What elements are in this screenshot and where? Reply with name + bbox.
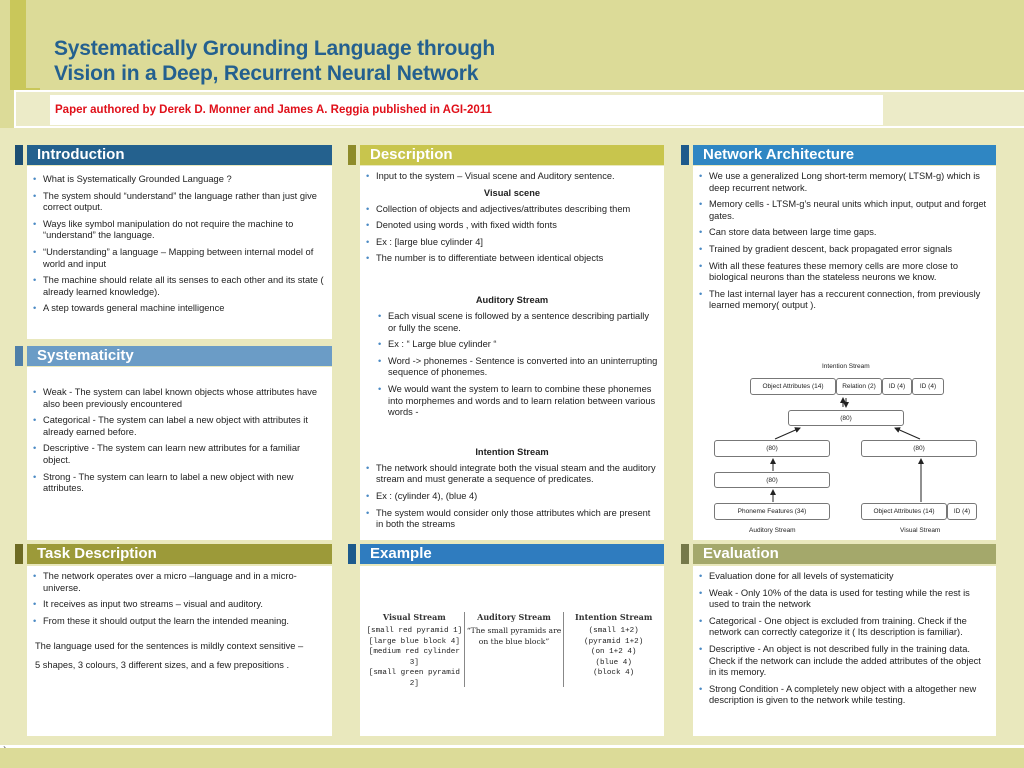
example-line: [small green pyramid 2] — [368, 669, 460, 688]
list-item: • Each visual scene is followed by a sentence describing partially or fully the scene. — [388, 311, 658, 334]
example-line: (pyramid 1+2) — [584, 637, 644, 646]
list-item: • Input to the system – Visual scene and Auditory sentence. — [376, 171, 658, 183]
title-line-2: Vision in a Deep, Recurrent Neural Network — [54, 62, 479, 85]
footer-mark: ` — [3, 746, 7, 757]
introduction-panel — [27, 166, 332, 339]
list-item: • “Understanding” a language – Mapping between internal model of world and input — [43, 247, 326, 270]
node-visual-id: ID (4) — [947, 503, 977, 520]
example-intention-header: Intention Stream — [575, 612, 653, 622]
task-paragraph-1: The language used for the sentences is mildly context sensitive – — [35, 641, 304, 652]
authors: Paper authored by Derek D. Monner and James A. Reggia published in AGI-2011 — [55, 104, 492, 116]
list-item: • The system would consider only those attributes which are present in both the streams — [376, 508, 658, 531]
auditory-stream-label: Auditory Stream — [749, 527, 796, 534]
example-intention-column — [563, 612, 663, 687]
task-list — [27, 571, 332, 627]
list-item: • Descriptive - The system can learn new attributes for a familiar object. — [43, 443, 326, 466]
evaluation-heading: Evaluation — [693, 544, 996, 564]
list-item: • Ex : [large blue cylinder 4] — [376, 237, 658, 249]
example-auditory-lines — [465, 626, 564, 647]
network-architecture-heading: Network Architecture — [693, 145, 996, 165]
node-auditory-hidden-2: (80) — [714, 440, 830, 457]
example-auditory-column — [464, 612, 564, 687]
node-relation: Relation (2) — [836, 378, 882, 395]
description-accent — [348, 145, 356, 165]
evaluation-list — [693, 571, 996, 707]
list-item: • We would want the system to learn to combine these phonemes into morphemes and words and to learn relation between various words - — [388, 384, 658, 419]
network-diagram — [695, 355, 995, 540]
auditory-stream-subtitle: Auditory Stream — [475, 294, 549, 305]
intro-accent — [15, 145, 23, 165]
example-line: (small 1+2) — [588, 627, 639, 635]
list-item: • Word -> phonemes - Sentence is converted into an uninterrupting sequence of phonemes. — [388, 356, 658, 379]
list-item: • Strong - The system can learn to label a new object with new attributes. — [43, 472, 326, 495]
example-visual-lines — [365, 626, 464, 689]
example-line: on the blue block” — [478, 636, 550, 646]
example-line: [small red pyramid 1] — [366, 627, 463, 635]
example-line: (blue 4) — [595, 658, 632, 667]
example-line: [large blue block 4] — [368, 637, 460, 646]
visual-scene-subtitle: Visual scene — [483, 187, 541, 198]
example-visual-column — [365, 612, 464, 687]
list-item: • Ways like symbol manipulation do not require the machine to “understand” the language. — [43, 219, 326, 242]
visual-scene-list — [360, 204, 664, 265]
list-item: • The machine should relate all its senses to each other and its state ( already learned knowledge). — [43, 275, 326, 298]
intention-stream-label: Intention Stream — [822, 363, 870, 370]
list-item: • Descriptive - An object is not described fully in the training data. Check if the network can include the added attributes of the object in its memory. — [709, 644, 990, 679]
systematicity-panel — [27, 367, 332, 540]
visual-stream-label: Visual Stream — [900, 527, 941, 534]
list-item: • From these it should output the learn the intended meaning. — [43, 616, 326, 628]
list-item: • Strong Condition - A completely new object with a altogether new description is given to the network while testing. — [709, 684, 990, 707]
list-item: • Weak - The system can label known objects whose attributes have also been previously encountered — [43, 387, 326, 410]
introduction-heading: Introduction — [27, 145, 332, 165]
arrow-aud-merge — [775, 428, 800, 439]
description-heading: Description — [360, 145, 664, 165]
example-visual-header: Visual Stream — [382, 612, 446, 622]
example-accent — [348, 544, 356, 564]
author-box — [50, 95, 883, 125]
example-heading: Example — [360, 544, 664, 564]
introduction-list — [27, 174, 332, 315]
example-line: [medium red cylinder 3] — [368, 648, 460, 667]
list-item: • It receives as input two streams – visual and auditory. — [43, 599, 326, 611]
node-visual-hidden: (80) — [861, 440, 977, 457]
node-id: ID (4) — [882, 378, 912, 395]
list-item: • Ex : “ Large blue cylinder “ — [388, 339, 658, 351]
auditory-stream-list — [360, 311, 664, 419]
example-line: “The small pyramids are — [466, 626, 562, 635]
list-item: • Can store data between large time gaps. — [709, 227, 990, 239]
example-table — [365, 612, 663, 687]
evaluation-accent — [681, 544, 689, 564]
node-auditory-hidden-1: (80) — [714, 472, 830, 488]
network-list — [693, 171, 996, 312]
task-description-heading: Task Description — [27, 544, 332, 564]
network-accent — [681, 145, 689, 165]
list-item: • Evaluation done for all levels of systematicity — [709, 571, 990, 583]
list-item: • With all these features these memory cells are more close to biological neurons than the stateless neurons we know. — [709, 261, 990, 284]
node-merge-layer: (80) — [788, 410, 904, 426]
description-intro-list — [360, 171, 664, 183]
node-phoneme-features: Phoneme Features (34) — [714, 503, 830, 520]
systematicity-heading: Systematicity — [27, 346, 332, 366]
task-panel — [27, 566, 332, 736]
example-line: (on 1+2 4) — [590, 648, 637, 656]
intention-stream-list — [360, 463, 664, 531]
task-accent — [15, 544, 23, 564]
arrow-vis-merge — [895, 428, 920, 439]
systematicity-accent — [15, 346, 23, 366]
list-item: • The last internal layer has a reccurent connection, from previously learned memory( output ). — [709, 289, 990, 312]
list-item: • Memory cells - LTSM-g’s neural units which input, output and forget gates. — [709, 199, 990, 222]
list-item: • A step towards general machine intelligence — [43, 303, 326, 315]
example-auditory-header: Auditory Stream — [477, 612, 551, 622]
list-item: • Categorical - One object is excluded from training. Check if the network can correctly categorize it ( Its description is familiar). — [709, 616, 990, 639]
poster-title — [54, 36, 495, 86]
bottom-strip — [0, 745, 1024, 768]
list-item: • The network operates over a micro –language and in a micro-universe. — [43, 571, 326, 594]
list-item: • Denoted using words , with fixed width fonts — [376, 220, 658, 232]
list-item: • Weak - Only 10% of the data is used for testing while the rest is used to train the network — [709, 588, 990, 611]
list-item: • Categorical - The system can label a new object with attributes it already earned before. — [43, 415, 326, 438]
list-item: • We use a generalized Long short-term memory( LTSM-g) which is deep recurrent network. — [709, 171, 990, 194]
title-line-1: Systematically Grounding Language through — [54, 37, 496, 60]
systematicity-list — [27, 387, 332, 495]
description-panel — [360, 166, 664, 540]
list-item: • The network should integrate both the visual steam and the auditory stream and must generate a sequence of predicates. — [376, 463, 658, 486]
evaluation-panel — [693, 566, 996, 736]
node-id: ID (4) — [912, 378, 944, 395]
node-visual-object-attributes: Object Attributes (14) — [861, 503, 947, 520]
list-item: • Trained by gradient descent, back propagated error signals — [709, 244, 990, 256]
intention-stream-subtitle: Intention Stream — [475, 446, 549, 457]
list-item: • Ex : (cylinder 4), (blue 4) — [376, 491, 658, 503]
list-item: • The system should “understand” the language rather than just give correct output. — [43, 191, 326, 214]
task-paragraph-2: 5 shapes, 3 colours, 3 different sizes, and a few prepositions . — [35, 660, 290, 671]
list-item: • Collection of objects and adjectives/attributes describing them — [376, 204, 658, 216]
list-item: • What is Systematically Grounded Language ? — [43, 174, 326, 186]
list-item: • The number is to differentiate between identical objects — [376, 253, 658, 265]
example-intention-lines — [564, 626, 663, 679]
example-line: (block 4) — [593, 669, 635, 677]
node-object-attributes: Object Attributes (14) — [750, 378, 836, 395]
